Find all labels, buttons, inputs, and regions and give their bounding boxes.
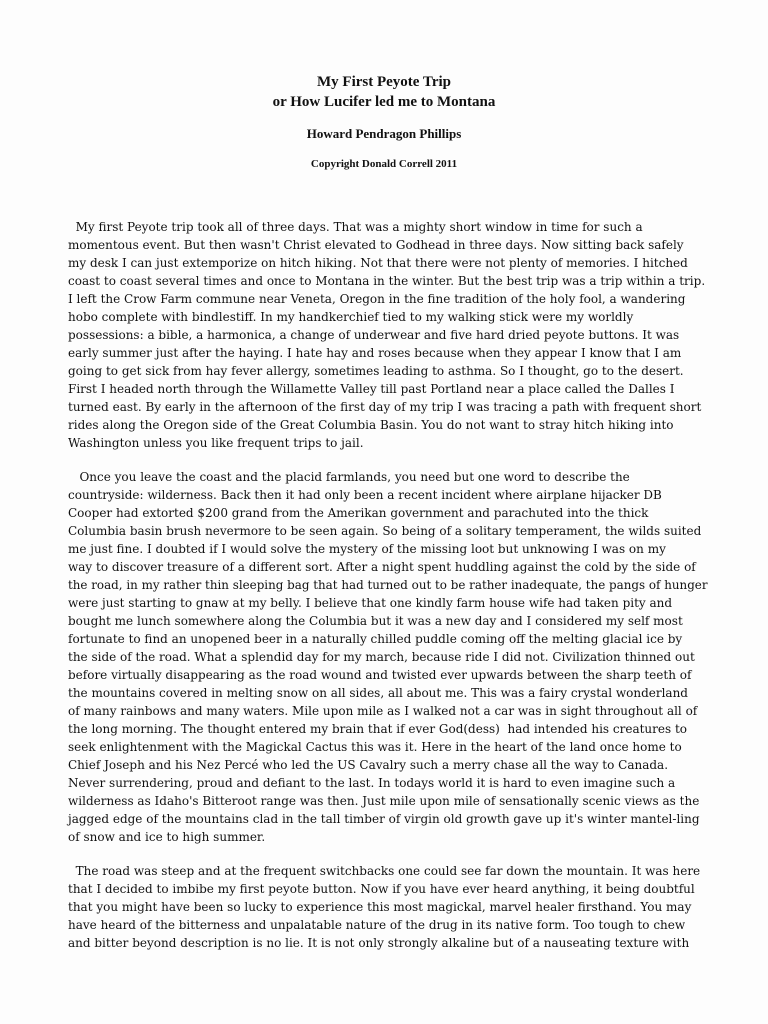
- text-line: coast to coast several times and once to Montana in the winter. But the best trip was a trip within a trip.: [68, 274, 706, 288]
- text-line: possessions: a bible, a harmonica, a change of underwear and five hard dried peyote buttons. It was: [68, 328, 680, 342]
- text-line: Columbia basin brush nevermore to be seen again. So being of a solitary temperament, the wilds suited: [68, 524, 702, 538]
- text-line: jagged edge of the mountains clad in the tall timber of virgin old growth gave up it's winter mantel-ling: [68, 812, 700, 826]
- text-line: way to discover treasure of a different sort. After a night spent huddling against the cold by the side of: [68, 560, 696, 574]
- text-line: Chief Joseph and his Nez Percé who led the US Cavalry such a merry chase all the way to Canada.: [68, 758, 669, 772]
- text-line: countryside: wilderness. Back then it had only been a recent incident where airplane hijacker DB: [68, 488, 662, 502]
- text-line: I left the Crow Farm commune near Veneta, Oregon in the fine tradition of the holy fool, a wandering: [68, 292, 686, 306]
- text-line: of snow and ice to high summer.: [68, 830, 266, 844]
- text-line: Cooper had extorted $200 grand from the Amerikan government and parachuted into the thick: [68, 506, 649, 520]
- text-line: me just fine. I doubted if I would solve the mystery of the missing loot but unknowing I was on my: [68, 542, 666, 556]
- text-line: wilderness as Idaho's Bitteroot range was then. Just mile upon mile of sensationally scenic views as the: [68, 794, 700, 808]
- text-line: The road was steep and at the frequent switchbacks one could see far down the mountain. It was here: [68, 864, 701, 878]
- text-line: before virtually disappearing as the road wound and twisted ever upwards between the sharp teeth of: [68, 668, 692, 682]
- body-text: [68, 218, 708, 968]
- text-line: bought me lunch somewhere along the Columbia but it was a new day and I considered my self most: [68, 614, 683, 628]
- text-line: seek enlightenment with the Magickal Cactus this was it. Here in the heart of the land once home to: [68, 740, 682, 754]
- text-line: of many rainbows and many waters. Mile upon mile as I walked not a car was in sight throughout all of: [68, 704, 698, 718]
- text-line: were just starting to gnaw at my belly. I believe that one kindly farm house wife had taken pity and: [68, 596, 673, 610]
- copyright-notice: Copyright Donald Correll 2011: [310, 158, 458, 170]
- text-line: Washington unless you like frequent trips to jail.: [68, 436, 364, 450]
- text-line: turned east. By early in the afternoon of the first day of my trip I was tracing a path with frequent short: [68, 400, 702, 414]
- text-line: the long morning. The thought entered my brain that if ever God(dess) had intended his creatures to: [68, 722, 688, 736]
- text-line: that you might have been so lucky to experience this most magickal, marvel healer firsthand. You may: [68, 900, 692, 914]
- paragraph-2: [68, 468, 708, 846]
- title-block: [0, 72, 768, 170]
- text-line: have heard of the bitterness and unpalatable nature of the drug in its native form. Too tough to chew: [68, 918, 686, 932]
- text-line: hobo complete with bindlestiff. In my handkerchief tied to my walking stick were my worldly: [68, 310, 634, 324]
- author-name: Howard Pendragon Phillips: [306, 126, 462, 141]
- text-line: going to get sick from hay fever allergy, sometimes leading to asthma. So I thought, go to the desert.: [68, 364, 684, 378]
- text-line: the road, in my rather thin sleeping bag that had turned out to be rather inadequate, the pangs of hunger: [68, 578, 708, 592]
- text-line: fortunate to find an unopened beer in a naturally chilled puddle coming off the melting glacial ice by: [68, 632, 683, 646]
- paragraph-3: [68, 862, 708, 952]
- text-line: Never surrendering, proud and defiant to the last. In todays world it is hard to even imagine such a: [68, 776, 676, 790]
- text-line: My first Peyote trip took all of three days. That was a mighty short window in time for such a: [68, 220, 643, 234]
- text-line: my desk I can just extemporize on hitch hiking. Not that there were not plenty of memories. I hitched: [68, 256, 688, 270]
- text-line: rides along the Oregon side of the Great Columbia Basin. You do not want to stray hitch hiking into: [68, 418, 674, 432]
- text-line: early summer just after the haying. I hate hay and roses because when they appear I know that I am: [68, 346, 682, 360]
- text-line: that I decided to imbibe my first peyote button. Now if you have ever heard anything, it being doubtful: [68, 882, 695, 896]
- text-line: the side of the road. What a splendid day for my march, because ride I did not. Civilization thinned out: [68, 650, 695, 664]
- text-line: the mountains covered in melting snow on all sides, all about me. This was a fairy crystal wonderland: [68, 686, 688, 700]
- text-line: momentous event. But then wasn't Christ elevated to Godhead in three days. Now sitting back safely: [68, 238, 684, 252]
- paragraph-1: [68, 218, 708, 452]
- text-line: Once you leave the coast and the placid farmlands, you need but one word to describe the: [68, 470, 630, 484]
- text-line: and bitter beyond description is no lie. It is not only strongly alkaline but of a nauseating texture with: [68, 936, 690, 950]
- text-line: First I headed north through the Willamette Valley till past Portland near a place called the Dalles I: [68, 382, 675, 396]
- document-title-line-1: My First Peyote Trip: [317, 74, 451, 90]
- document-title-line-2: or How Lucifer led me to Montana: [272, 94, 496, 110]
